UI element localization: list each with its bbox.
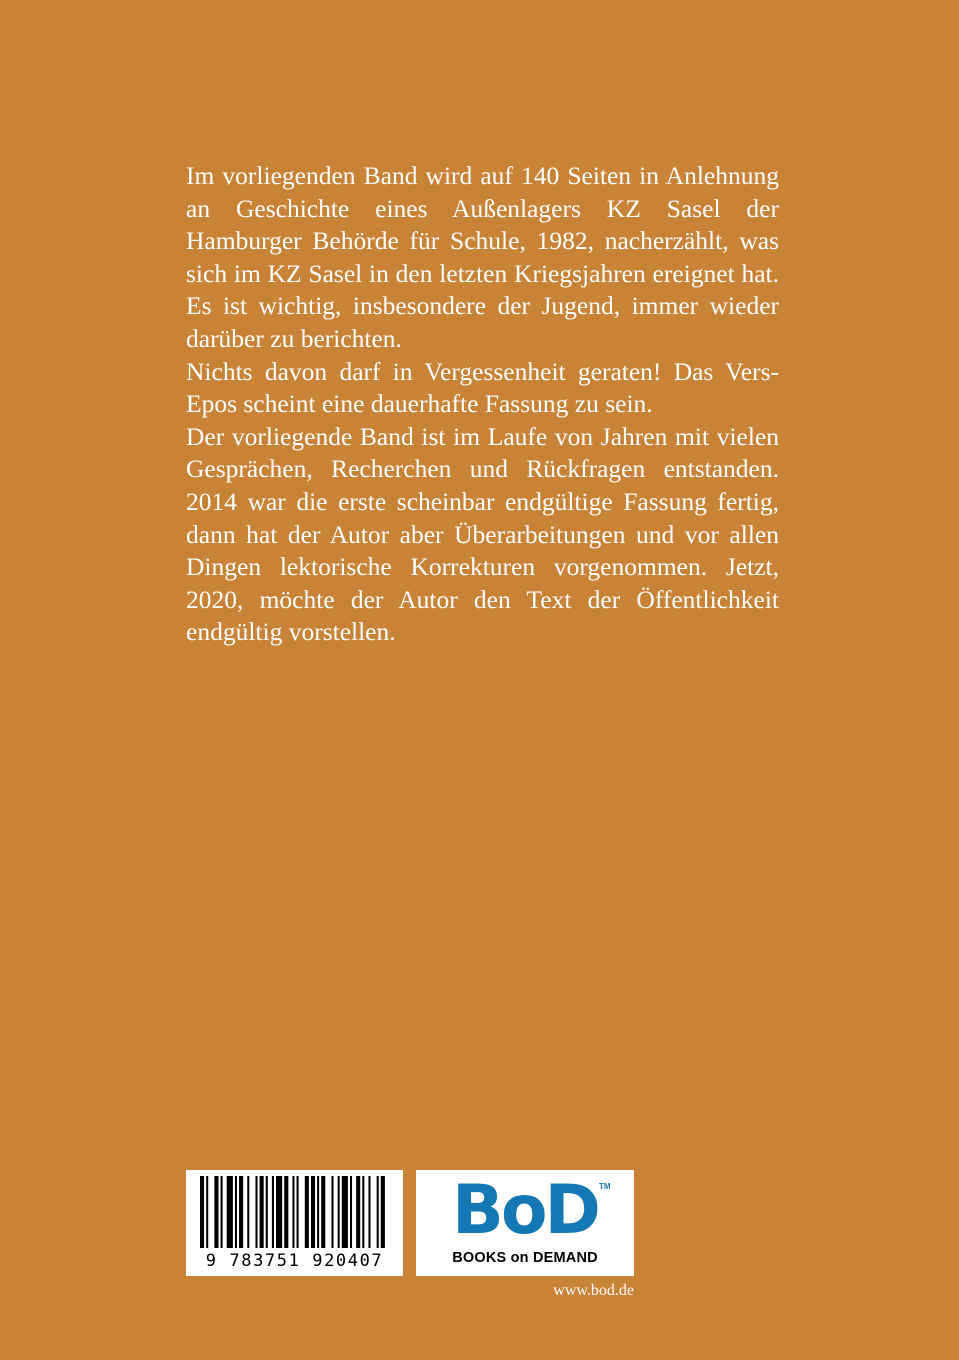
- publisher-url: www.bod.de: [553, 1282, 634, 1299]
- barcode-bar: [292, 1176, 294, 1248]
- barcode-bar: [331, 1176, 333, 1248]
- bod-tagline: BOOKS on DEMAND: [452, 1250, 598, 1266]
- barcode-bar: [239, 1176, 243, 1248]
- blurb-paragraph-3: Der vorliegende Band ist im Laufe von Jahren mit vielen Gesprächen, Recherchen und Rückfragen entstanden. 2014 war die erste scheinbar endgültige Fassung fertig, dann hat der Autor aber Überarbeitungen und vor allen Dingen lektorische Korrekturen vorgenommen. Jetzt, 2020, möchte der Autor den Text der Öffentlichkeit endgültig vorstellen.: [186, 421, 779, 647]
- barcode-bar: [368, 1176, 370, 1248]
- barcode-bars: [200, 1176, 389, 1252]
- barcode-bar: [235, 1176, 237, 1248]
- bod-logo: [416, 1170, 634, 1276]
- bod-wordmark: BoD: [452, 1171, 598, 1250]
- barcode-bar: [221, 1176, 223, 1248]
- barcode-bar: [297, 1176, 299, 1248]
- barcode-bar: [247, 1176, 249, 1248]
- barcode-bar: [305, 1176, 309, 1248]
- barcode-bar: [227, 1176, 233, 1248]
- barcode-bar: [272, 1176, 274, 1248]
- isbn-number: 9 783751 920407: [205, 1251, 384, 1271]
- barcode-bar: [200, 1176, 204, 1248]
- barcode-bar: [284, 1176, 288, 1248]
- barcode-bar: [321, 1176, 325, 1248]
- barcode-bar: [362, 1176, 364, 1248]
- barcode-bar: [381, 1176, 385, 1248]
- barcode-bar: [342, 1176, 348, 1248]
- barcode-bar: [317, 1176, 319, 1248]
- barcode-bar: [255, 1176, 257, 1248]
- barcode-bar: [260, 1176, 264, 1248]
- barcode-bar: [311, 1176, 315, 1248]
- barcode-bar: [266, 1176, 268, 1248]
- cover-blurb: [186, 160, 779, 649]
- barcode-bar: [214, 1176, 218, 1248]
- barcode-bar: [276, 1176, 282, 1248]
- barcode-bar: [377, 1176, 379, 1248]
- isbn-barcode: [186, 1170, 403, 1276]
- blurb-paragraph-2: Nichts davon darf in Vergessenheit geraten! Das Vers-Epos scheint eine dauerhafte Fassung zu sein.: [186, 356, 779, 419]
- blurb-paragraph-1: Im vorliegenden Band wird auf 140 Seiten in Anlehnung an Geschichte eines Außenlagers KZ Sasel der Hamburger Behörde für Schule, 1982, nacherzählt, was sich im KZ Sasel in den letzten Kriegsjahren ereignet hat. Es ist wichtig, insbesondere der Jugend, immer wieder darüber zu berichten.: [186, 161, 779, 353]
- barcode-bar: [350, 1176, 352, 1248]
- barcode-bar: [356, 1176, 360, 1248]
- trademark-sign: TM: [599, 1182, 611, 1191]
- barcode-bar: [206, 1176, 208, 1248]
- barcode-bar: [338, 1176, 340, 1248]
